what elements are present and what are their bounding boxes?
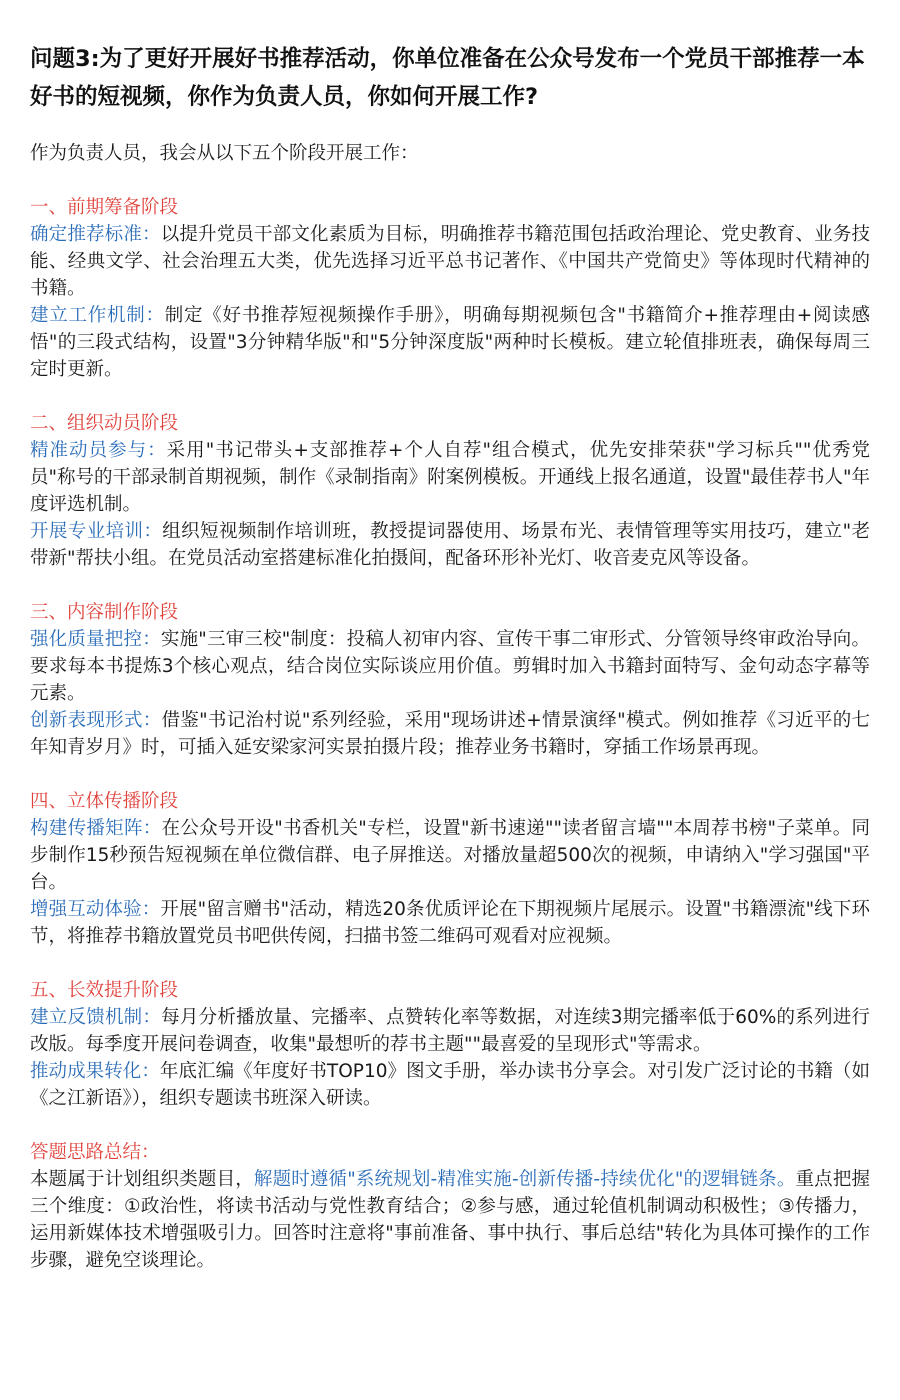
section-distribution — [30, 788, 870, 950]
section-paragraph — [30, 1058, 870, 1112]
item-text: 借鉴"书记治村说"系列经验，采用"现场讲述+情景演绎"模式。例如推荐《习近平的七年知青岁月》时，可插入延安梁家河实景拍摄片段；推荐业务书籍时，穿插工作场景再现。 — [30, 710, 870, 758]
item-label: 开展专业培训： — [30, 521, 163, 542]
item-text: 组织短视频制作培训班，教授提词器使用、场景布光、表情管理等实用技巧，建立"老带新"帮扶小组。在党员活动室搭建标准化拍摄间，配备环形补光灯、收音麦克风等设备。 — [30, 521, 870, 569]
question-title: 问题3:为了更好开展好书推荐活动，你单位准备在公众号发布一个党员干部推荐一本好书的短视频，你作为负责人员，你如何开展工作? — [30, 46, 865, 110]
section-paragraph — [30, 437, 870, 518]
item-label: 建立反馈机制： — [30, 1007, 162, 1028]
intro-text: 作为负责人员，我会从以下五个阶段开展工作： — [30, 143, 419, 164]
section-prep — [30, 194, 870, 383]
section-paragraph — [30, 815, 870, 896]
section-paragraph — [30, 707, 870, 761]
item-label: 构建传播矩阵： — [30, 818, 162, 839]
section-heading: 二、组织动员阶段 — [30, 413, 179, 434]
item-label: 创新表现形式： — [30, 710, 162, 731]
section-paragraph — [30, 518, 870, 572]
section-paragraph — [30, 896, 870, 950]
item-label: 建立工作机制： — [30, 305, 165, 326]
section-paragraph — [30, 626, 870, 707]
summary-text-after: 重点把握三个维度：①政治性，将读书活动与党性教育结合；②参与感，通过轮值机制调动积极性；③传播力，运用新媒体技术增强吸引力。回答时注意将"事前准备、事中执行、事后总结"转化为具体可操作的工作步骤，避免空谈理论。 — [30, 1169, 870, 1271]
summary-highlight: 解题时遵循"系统规划-精准实施-创新传播-持续优化"的逻辑链条。 — [253, 1169, 796, 1190]
item-label: 增强互动体验： — [30, 899, 161, 920]
item-text: 每月分析播放量、完播率、点赞转化率等数据，对连续3期完播率低于60%的系列进行改版。每季度开展问卷调查，收集"最想听的荐书主题""最喜爱的呈现形式"等需求。 — [30, 1007, 870, 1055]
section-paragraph — [30, 1004, 870, 1058]
item-text: 实施"三审三校"制度：投稿人初审内容、宣传干事二审形式、分管领导终审政治导向。要求每本书提炼3个核心观点，结合岗位实际谈应用价值。剪辑时加入书籍封面特写、金句动态字幕等元素。 — [30, 629, 870, 704]
section-heading: 五、长效提升阶段 — [30, 980, 179, 1001]
section-improvement — [30, 977, 870, 1112]
item-text: 在公众号开设"书香机关"专栏，设置"新书速递""读者留言墙""本周荐书榜"子菜单。同步制作15秒预告短视频在单位微信群、电子屏推送。对播放量超500次的视频，申请纳入"学习强国"平台。 — [30, 818, 870, 893]
item-text: 采用"书记带头+支部推荐+个人自荐"组合模式，优先安排荣获"学习标兵""优秀党员"称号的干部录制首期视频，制作《录制指南》附案例模板。开通线上报名通道，设置"最佳荐书人"年度评选机制。 — [30, 440, 870, 515]
section-heading: 三、内容制作阶段 — [30, 602, 179, 623]
summary-heading: 答题思路总结： — [30, 1142, 160, 1163]
section-mobilize — [30, 410, 870, 572]
item-text: 以提升党员干部文化素质为目标，明确推荐书籍范围包括政治理论、党史教育、业务技能、经典文学、社会治理五大类，优先选择习近平总书记著作、《中国共产党简史》等体现时代精神的书籍。 — [30, 224, 870, 299]
section-production — [30, 599, 870, 761]
section-paragraph — [30, 221, 870, 302]
section-heading: 四、立体传播阶段 — [30, 791, 179, 812]
item-label: 确定推荐标准： — [30, 224, 161, 245]
summary-section — [30, 1139, 870, 1274]
item-text: 制定《好书推荐短视频操作手册》，明确每期视频包含"书籍简介+推荐理由+阅读感悟"的三段式结构，设置"3分钟精华版"和"5分钟深度版"两种时长模板。建立轮值排班表，确保每周三定时更新。 — [30, 305, 870, 380]
summary-text-before: 本题属于计划组织类题目， — [30, 1169, 254, 1190]
item-text: 开展"留言赠书"活动，精选20条优质评论在下期视频片尾展示。设置"书籍漂流"线下环节，将推荐书籍放置党员书吧供传阅，扫描书签二维码可观看对应视频。 — [30, 899, 870, 947]
item-label: 精准动员参与： — [30, 440, 167, 461]
section-heading: 一、前期筹备阶段 — [30, 197, 179, 218]
item-label: 推动成果转化： — [30, 1061, 160, 1082]
item-text: 年底汇编《年度好书TOP10》图文手册，举办读书分享会。对引发广泛讨论的书籍（如《之江新语》），组织专题读书班深入研读。 — [30, 1061, 870, 1109]
summary-paragraph — [30, 1166, 870, 1274]
section-paragraph — [30, 302, 870, 383]
item-label: 强化质量把控： — [30, 629, 161, 650]
